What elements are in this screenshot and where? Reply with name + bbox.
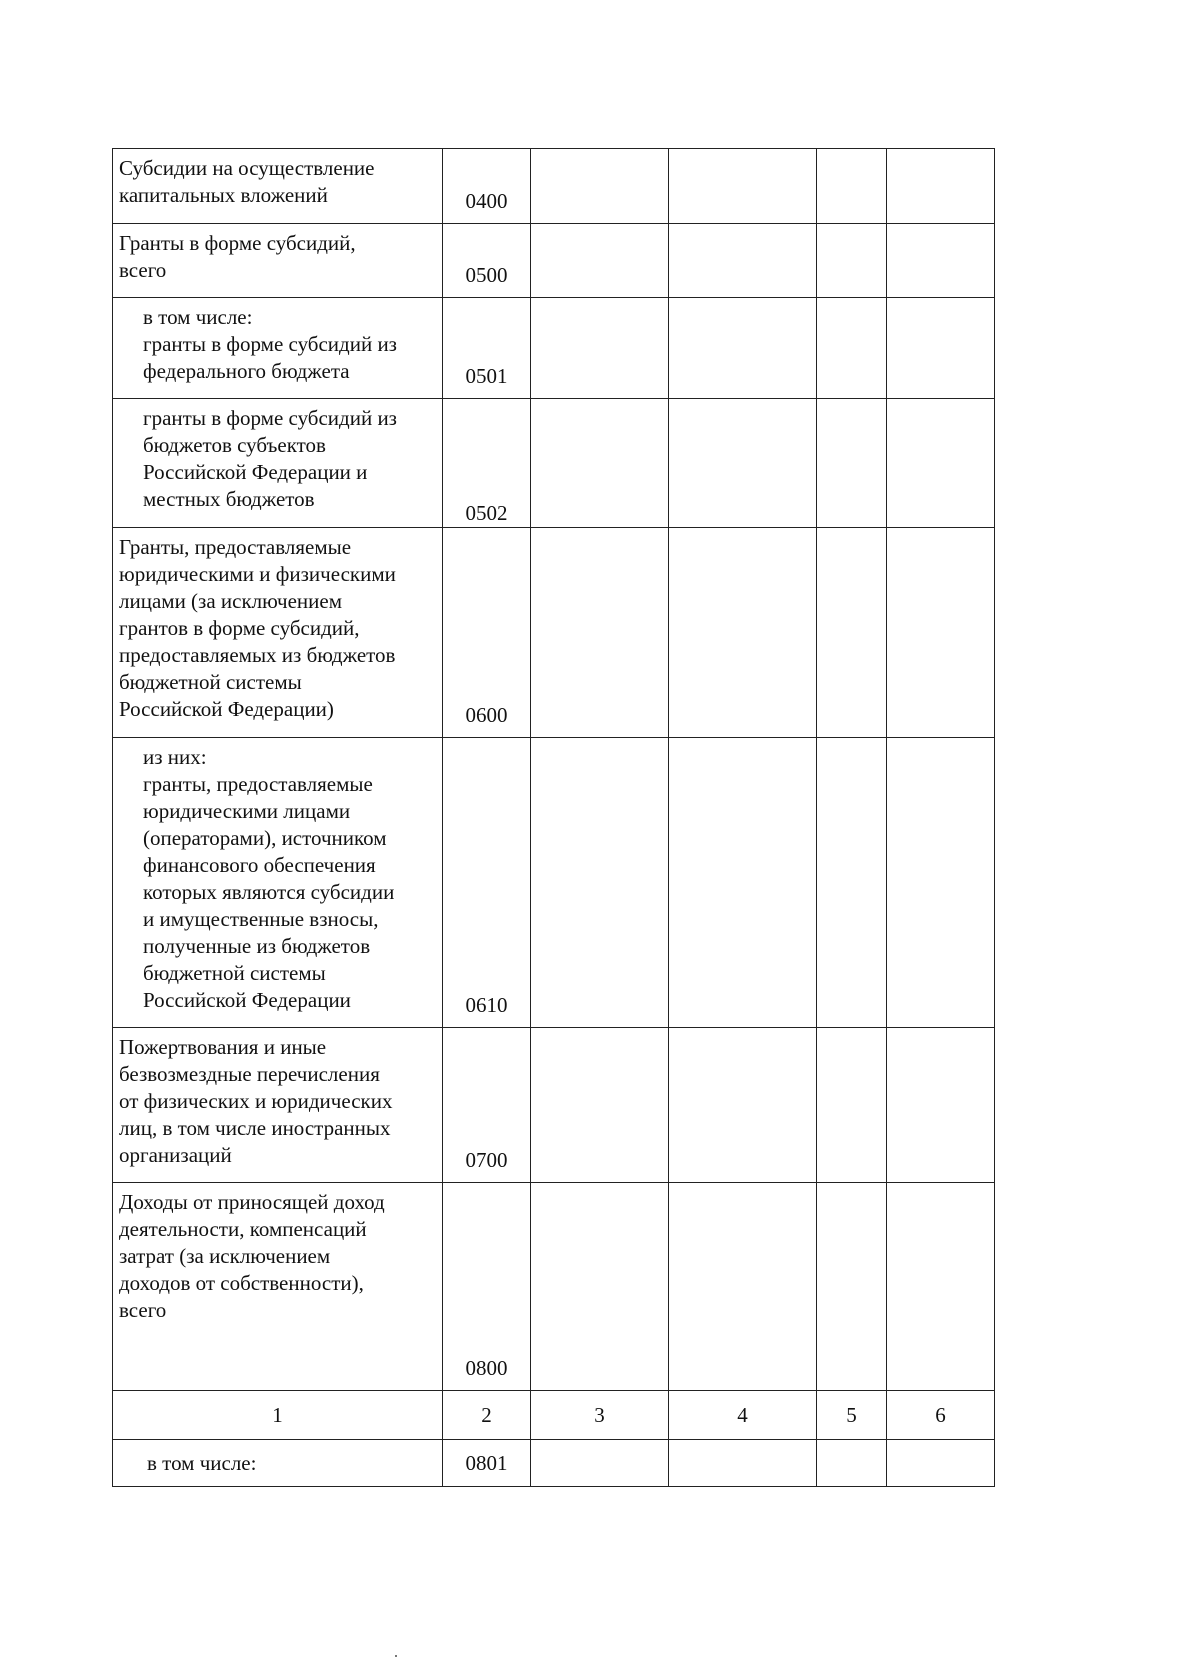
cell-col3: [531, 399, 669, 528]
row-label-income-activity: Доходы от приносящей доход деятельности, компенсаций затрат (за исключением доходов от собственности), всего: [113, 1183, 443, 1391]
cell-col3: [531, 528, 669, 738]
table-row-0502: [113, 399, 995, 528]
cell-col3: [531, 1440, 669, 1487]
cell-col4: [669, 1183, 817, 1391]
cell-col4: [669, 1440, 817, 1487]
row-label-donations: Пожертвования и иные безвозмездные перечисления от физических и юридических лиц, в том числе иностранных организаций: [113, 1028, 443, 1183]
cell-col5: [817, 1028, 887, 1183]
cell-col4: [669, 224, 817, 298]
cell-col4: [669, 528, 817, 738]
row-code-0800: 0800: [443, 1183, 531, 1391]
cell-col6: [887, 1440, 995, 1487]
cell-col5: [817, 149, 887, 224]
row-code-0610: 0610: [443, 738, 531, 1028]
cell-col3: [531, 298, 669, 399]
row-code-0700: 0700: [443, 1028, 531, 1183]
cell-col6: [887, 528, 995, 738]
column-number-1: 1: [113, 1391, 443, 1440]
cell-col5: [817, 224, 887, 298]
table-row-0500: [113, 224, 995, 298]
cell-col4: [669, 149, 817, 224]
column-number-3: 3: [531, 1391, 669, 1440]
row-label-grants-total: Гранты в форме субсидий, всего: [113, 224, 443, 298]
cell-col3: [531, 149, 669, 224]
column-number-6: 6: [887, 1391, 995, 1440]
table-row-0700: [113, 1028, 995, 1183]
cell-col5: [817, 1183, 887, 1391]
table-row-0800: [113, 1183, 995, 1391]
row-label-operator-grants: из них: гранты, предоставляемые юридическими лицами (операторами), источником финансового обеспечения которых являются субсидии и имущественные взносы, полученные из бюджетов бюджетной системы Российской Федерации: [113, 738, 443, 1028]
row-label-capital-subsidies: Субсидии на осуществление капитальных вложений: [113, 149, 443, 224]
table-row-0801: [113, 1440, 995, 1487]
cell-col6: [887, 149, 995, 224]
cell-col6: [887, 224, 995, 298]
income-form-table: [112, 148, 995, 1487]
row-label-including: в том числе:: [113, 1440, 443, 1487]
column-number-row: [113, 1391, 995, 1440]
cell-col3: [531, 738, 669, 1028]
cell-col4: [669, 399, 817, 528]
row-label-grants-from-entities: Гранты, предоставляемые юридическими и физическими лицами (за исключением грантов в форме субсидий, предоставляемых из бюджетов бюджетной системы Российской Федерации): [113, 528, 443, 738]
cell-col5: [817, 298, 887, 399]
cell-col6: [887, 399, 995, 528]
row-code-0600: 0600: [443, 528, 531, 738]
cell-col5: [817, 1440, 887, 1487]
scan-speck: [395, 1655, 397, 1657]
table-row-0501: [113, 298, 995, 399]
table-row-0400: [113, 149, 995, 224]
cell-col6: [887, 1028, 995, 1183]
cell-col6: [887, 1183, 995, 1391]
cell-col5: [817, 528, 887, 738]
cell-col4: [669, 298, 817, 399]
row-code-0500: 0500: [443, 224, 531, 298]
table-row-0610: [113, 738, 995, 1028]
cell-col3: [531, 224, 669, 298]
row-code-0400: 0400: [443, 149, 531, 224]
row-label-regional-grants: гранты в форме субсидий из бюджетов субъектов Российской Федерации и местных бюджетов: [113, 399, 443, 528]
column-number-2: 2: [443, 1391, 531, 1440]
row-code-0501: 0501: [443, 298, 531, 399]
column-number-4: 4: [669, 1391, 817, 1440]
cell-col3: [531, 1028, 669, 1183]
cell-col5: [817, 399, 887, 528]
row-code-0801: 0801: [443, 1440, 531, 1487]
cell-col4: [669, 1028, 817, 1183]
row-code-0502: 0502: [443, 399, 531, 528]
cell-col3: [531, 1183, 669, 1391]
cell-col6: [887, 298, 995, 399]
table-row-0600: [113, 528, 995, 738]
row-label-federal-grants: в том числе: гранты в форме субсидий из федерального бюджета: [113, 298, 443, 399]
cell-col5: [817, 738, 887, 1028]
cell-col4: [669, 738, 817, 1028]
column-number-5: 5: [817, 1391, 887, 1440]
cell-col6: [887, 738, 995, 1028]
